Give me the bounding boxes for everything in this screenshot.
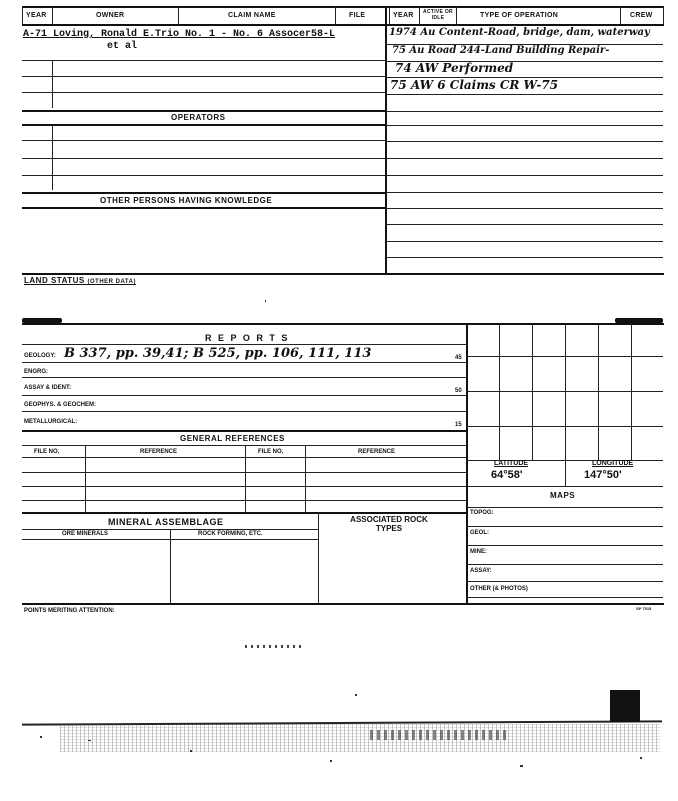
geology-value: B 337, pp. 39,41; B 525, pp. 106, 111, 113 [64,346,372,361]
maps-geol: GEOL: [470,530,489,536]
operation-entry-4: 75 AW 6 Claims CR W-75 [390,78,559,92]
longitude-label: LONGITUDE [592,460,634,467]
owner-entry-line1: A-71 Loving, Ronald E.Trio No. 1 - No. 6 Assocer58-L [23,29,336,40]
geology-label: GEOLOGY: [24,353,56,359]
maps-mine: MINE: [470,549,487,555]
mineral-assemblage-title: MINERAL ASSEMBLAGE [108,517,224,527]
points-meriting-attention: POINTS MERITING ATTENTION: [24,608,115,614]
associated-rock-types-label: ASSOCIATED ROCK TYPES [350,515,428,533]
latitude-label: LATITUDE [494,460,529,467]
header-file: FILE [349,12,366,19]
header-year: YEAR [26,12,47,19]
owner-entry-line2: et al [107,41,138,52]
form-number: SP 7515 [636,606,652,611]
engrg-label: ENGRG: [24,369,48,375]
operation-entry-1: 1974 Au Content-Road, bridge, dam, waterway [389,27,650,38]
assay-label: ASSAY & IDENT: [24,385,72,391]
header-year-2: YEAR [393,12,414,19]
land-status-subtitle: (OTHER DATA) [87,279,136,285]
header-active-idle: ACTIVE OR IDLE [423,9,453,21]
geophys-label: GEOPHYS. & GEOCHEM: [24,402,97,408]
header-type-operation: TYPE OF OPERATION [480,12,559,19]
longitude-value: 147°50' [584,469,622,481]
other-persons-heading: OTHER PERSONS HAVING KNOWLEDGE [100,196,273,205]
rock-forming-label: ROCK FORMING, ETC. [198,531,263,537]
reports-title: R E P O R T S [205,333,290,343]
operators-heading: OPERATORS [171,113,226,122]
ref-col-file-no: FILE NO. [34,449,60,455]
assay-num: 50 [455,388,462,394]
metallurgical-num: 15 [455,422,462,428]
land-status-title: LAND STATUS [24,276,85,285]
ref-col-file-no-2: FILE NO. [258,449,284,455]
operation-entry-2: 75 Au Road 244-Land Building Repair- [392,45,610,56]
maps-assay: ASSAY: [470,568,492,574]
header-claim-name: CLAIM NAME [228,12,276,19]
ref-col-reference: REFERENCE [140,449,178,455]
ore-minerals-label: ORE MINERALS [62,531,109,537]
general-references-title: GENERAL REFERENCES [180,434,285,443]
maps-other: OTHER (& PHOTOS) [470,586,528,592]
maps-title: MAPS [550,491,576,500]
operation-entry-3: 74 AW Performed [395,61,514,75]
ref-col-reference-2: REFERENCE [358,449,396,455]
metallurgical-label: METALLURGICAL: [24,419,78,425]
land-status-label [24,276,136,285]
geology-num: 45 [455,355,462,361]
header-owner: OWNER [96,12,125,19]
header-crew: CREW [630,12,653,19]
maps-topog: TOPOG: [470,510,494,516]
latitude-value: 64°58' [491,469,523,481]
